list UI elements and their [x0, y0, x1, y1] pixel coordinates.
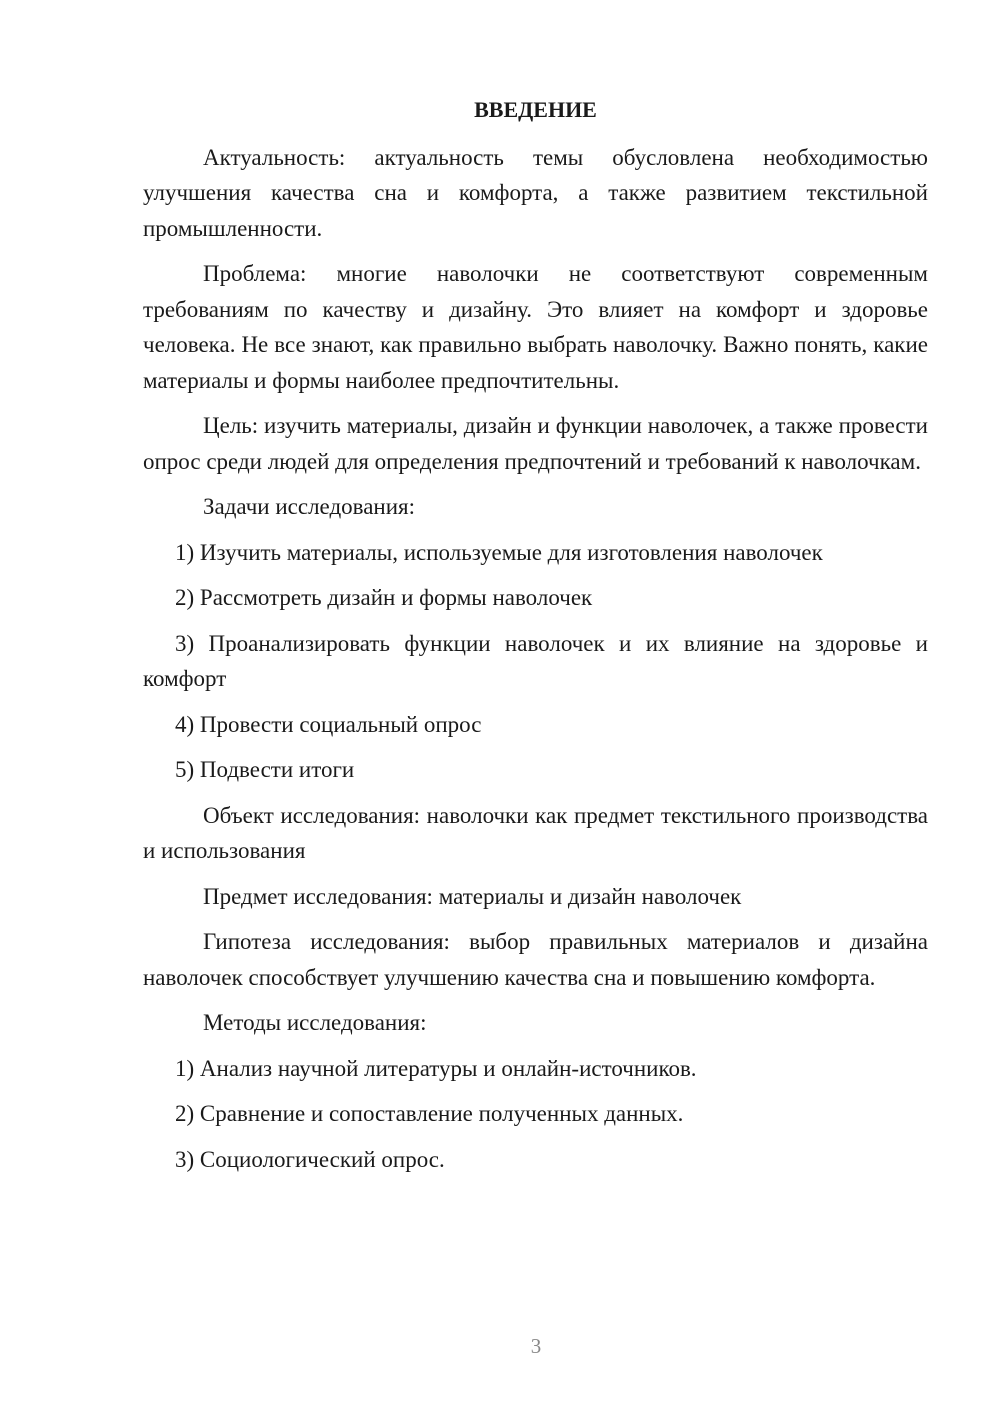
- goal-paragraph: Цель: изучить материалы, дизайн и функции наволочек, а также провести опрос среди людей для определения предпочтений и требований к наволочкам.: [143, 413, 928, 474]
- task-item-5: 5) Подвести итоги: [175, 757, 355, 782]
- tasks-title: Задачи исследования:: [203, 494, 416, 519]
- object-paragraph: Объект исследования: наволочки как предмет текстильного производства и использования: [143, 802, 928, 863]
- method-item-2: 2) Сравнение и сопоставление полученных данных.: [175, 1101, 684, 1126]
- relevance-paragraph: Актуальность: актуальность темы обусловлена необходимостью улучшения качества сна и комфорта, а также развитием текстильной промышленности.: [143, 144, 928, 241]
- task-item-4: 4) Провести социальный опрос: [175, 711, 482, 737]
- hypothesis-paragraph: Гипотеза исследования: выбор правильных материалов и дизайна наволочек способствует улучшению качества сна и повышению комфорта.: [143, 929, 928, 990]
- task-item-3: 3) Проанализировать функции наволочек и их влияние на здоровье и комфорт: [143, 630, 928, 691]
- subject-paragraph: Предмет исследования: материалы и дизайн наволочек: [203, 883, 742, 909]
- page-content: [143, 92, 928, 1187]
- method-item-3: 3) Социологический опрос.: [175, 1146, 445, 1172]
- methods-title: Методы исследования:: [203, 1010, 427, 1035]
- method-item-1: 1) Анализ научной литературы и онлайн-источников.: [175, 1055, 697, 1081]
- section-heading: ВВЕДЕНИЕ: [474, 97, 597, 122]
- task-item-2: 2) Рассмотреть дизайн и формы наволочек: [175, 585, 593, 610]
- task-item-1: 1) Изучить материалы, используемые для изготовления наволочек: [175, 539, 823, 565]
- problem-paragraph: Проблема: многие наволочки не соответствуют современным требованиям по качеству и дизайну. Это влияет на комфорт и здоровье человека. Не все знают, как правильно выбрать наволочку. Важно понять, какие материалы и формы наиболее предпочтительны.: [143, 261, 928, 393]
- page-number: 3: [530, 1334, 542, 1358]
